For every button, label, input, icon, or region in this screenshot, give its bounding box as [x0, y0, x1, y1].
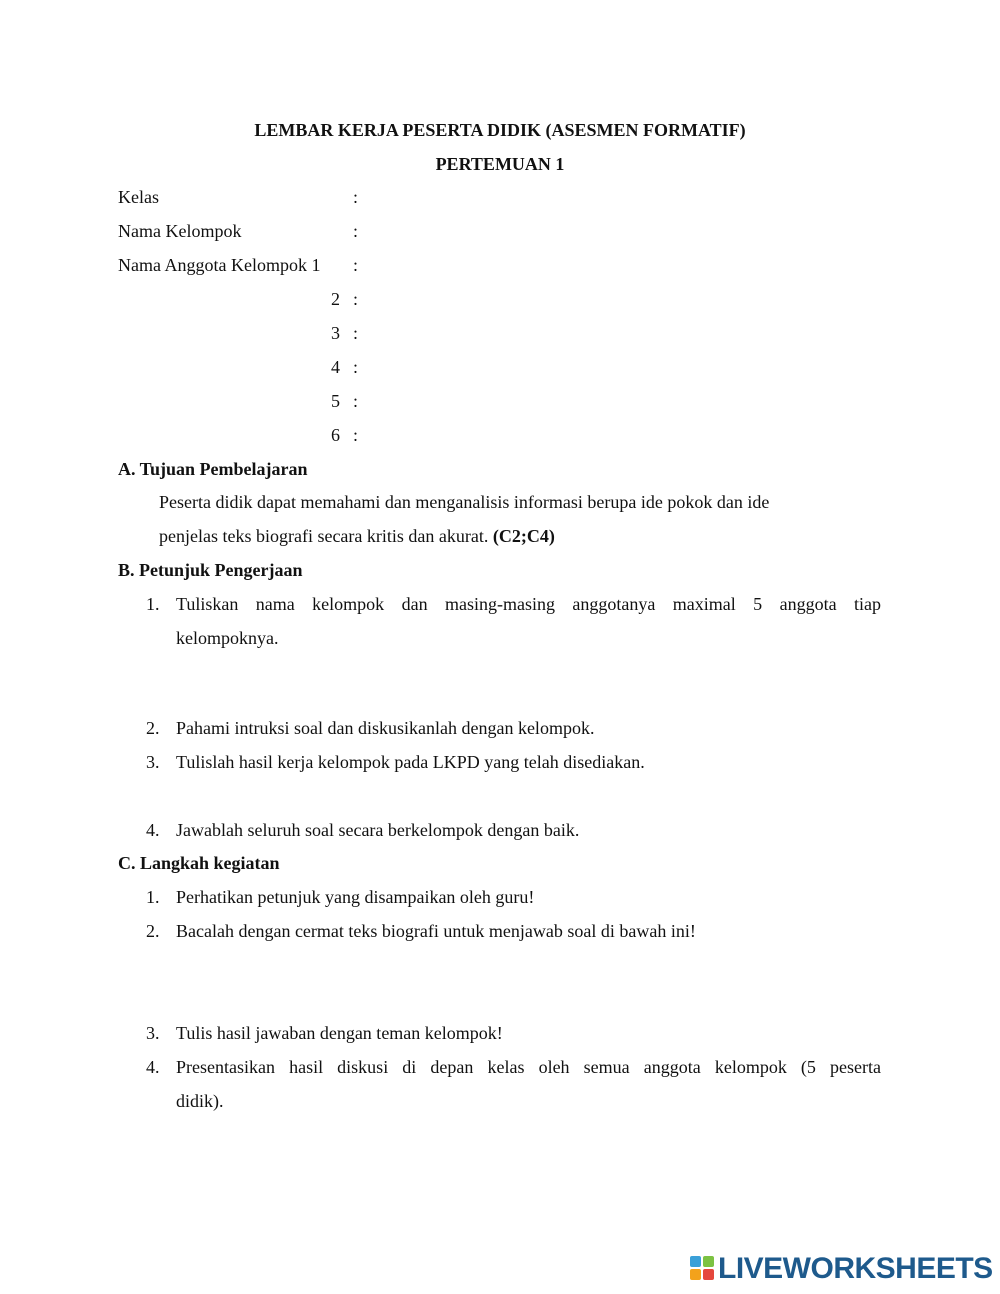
member-colon: : [353, 391, 359, 411]
kelas-label: Kelas [118, 187, 159, 207]
list-item-text: Jawablah seluruh soal secara berkelompok dengan baik. [176, 820, 580, 840]
member-number: 4 [331, 357, 340, 377]
list-item-number: 3. [146, 752, 160, 772]
worksheet-title: LEMBAR KERJA PESERTA DIDIK (ASESMEN FORMATIF) [254, 120, 746, 140]
member-number: 6 [331, 425, 340, 445]
list-item-text: Pahami intruksi soal dan diskusikanlah dengan kelompok. [176, 718, 595, 738]
section-b-heading: B. Petunjuk Pengerjaan [118, 560, 303, 580]
list-item-text: Perhatikan petunjuk yang disampaikan oleh guru! [176, 887, 535, 907]
logo-mark-icon [690, 1256, 716, 1282]
member-number: 2 [331, 289, 340, 309]
member-colon: : [353, 357, 359, 377]
section-c-heading: C. Langkah kegiatan [118, 853, 280, 873]
nama-anggota-colon: : [353, 255, 359, 275]
nama-kelompok-colon: : [353, 221, 359, 241]
objective-line-2 [159, 525, 555, 547]
nama-kelompok-label: Nama Kelompok [118, 221, 242, 241]
kelas-colon: : [353, 187, 359, 207]
objective-line-1: Peserta didik dapat memahami dan menganalisis informasi berupa ide pokok dan ide [159, 492, 770, 512]
list-item-text: Presentasikan hasil diskusi di depan kelas oleh semua anggota kelompok (5 peserta [176, 1057, 881, 1077]
list-item-number: 2. [146, 718, 160, 738]
meeting-subtitle: PERTEMUAN 1 [435, 154, 565, 174]
list-item-number: 3. [146, 1023, 160, 1043]
member-colon: : [353, 289, 359, 309]
objective-text: penjelas teks biografi secara kritis dan akurat. [159, 526, 489, 546]
list-item-text: Tulislah hasil kerja kelompok pada LKPD yang telah disediakan. [176, 752, 645, 772]
list-item-text: didik). [176, 1091, 224, 1111]
list-item-text: kelompoknya. [176, 628, 279, 648]
nama-anggota-label: Nama Anggota Kelompok 1 [118, 255, 321, 275]
list-item-number: 1. [146, 887, 160, 907]
list-item-text: Tuliskan nama kelompok dan masing-masing anggotanya maximal 5 anggota tiap [176, 594, 881, 614]
liveworksheets-logo [690, 1250, 993, 1290]
member-number: 3 [331, 323, 340, 343]
list-item-text: Tulis hasil jawaban dengan teman kelompok! [176, 1023, 503, 1043]
logo-text: LIVEWORKSHEETS [718, 1252, 993, 1285]
list-item-number: 4. [146, 820, 160, 840]
list-item-number: 2. [146, 921, 160, 941]
list-item-text: Bacalah dengan cermat teks biografi untuk menjawab soal di bawah ini! [176, 921, 696, 941]
member-number: 5 [331, 391, 340, 411]
list-item-number: 4. [146, 1057, 160, 1077]
list-item-number: 1. [146, 594, 160, 614]
objective-code: (C2;C4) [492, 526, 555, 546]
member-colon: : [353, 425, 359, 445]
member-colon: : [353, 323, 359, 343]
section-a-heading: A. Tujuan Pembelajaran [118, 459, 308, 479]
